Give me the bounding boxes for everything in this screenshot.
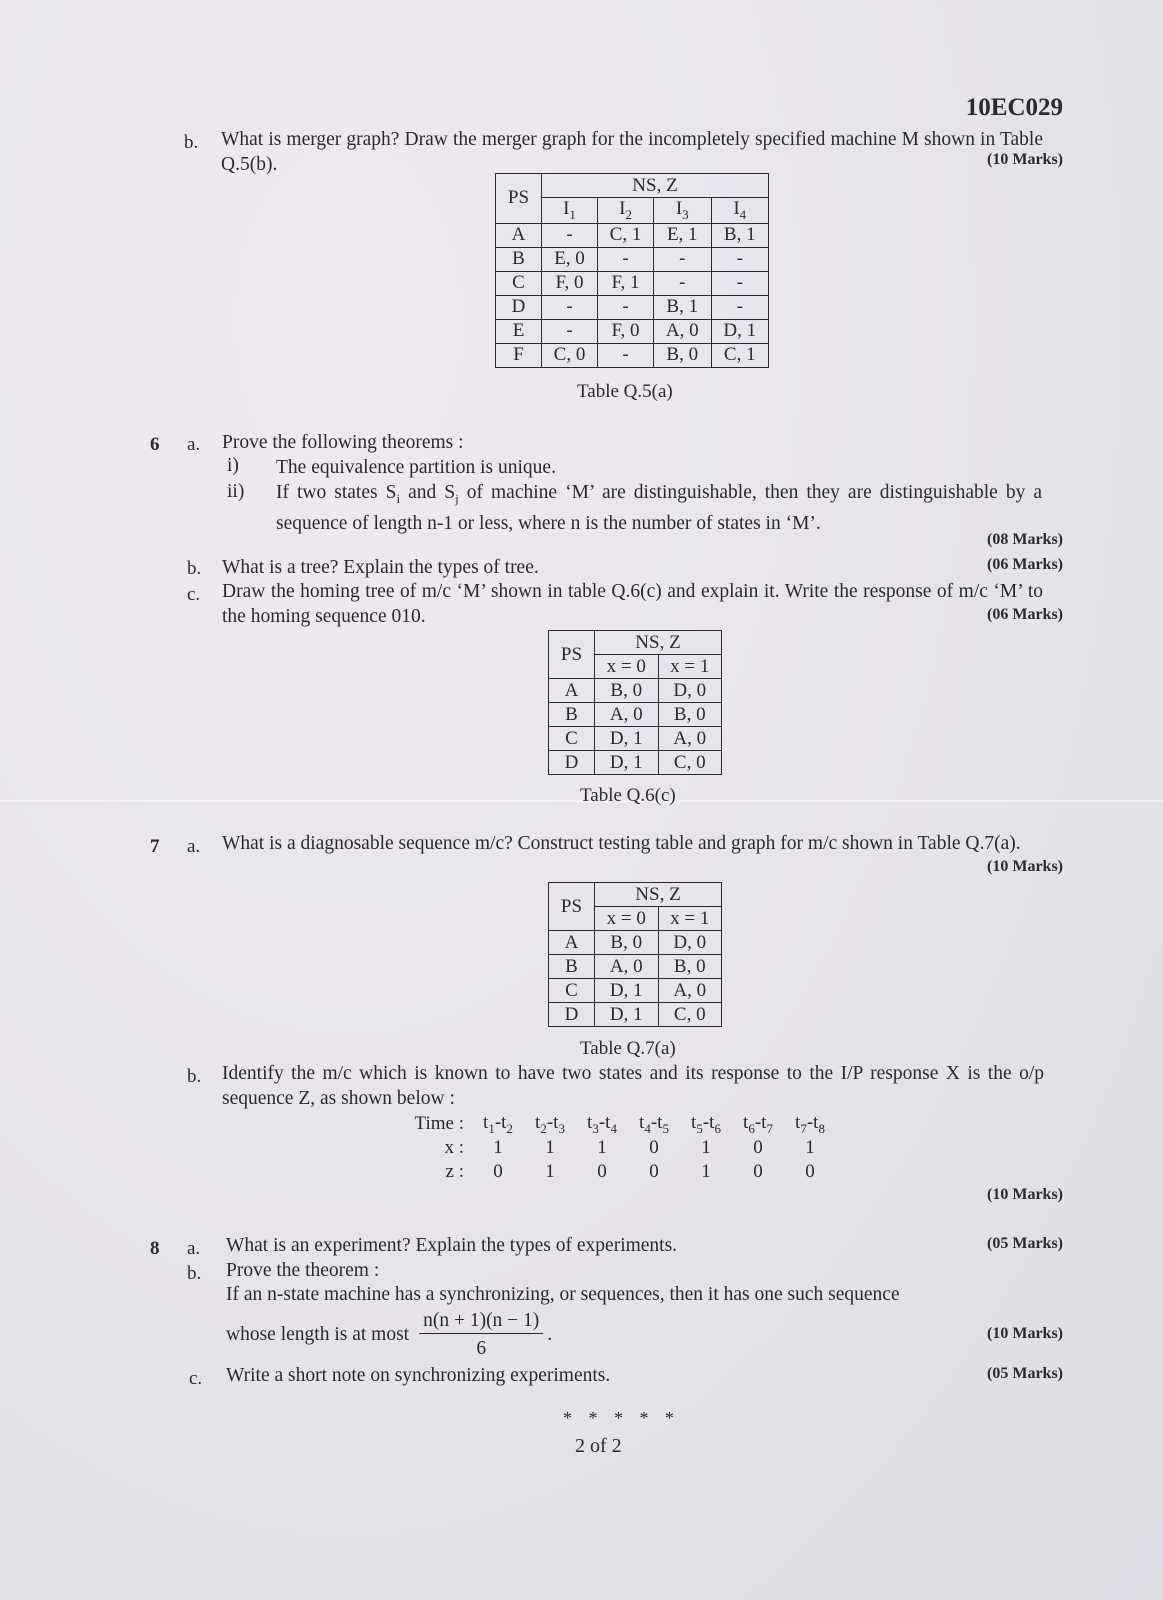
q8a-label: a. <box>187 1238 201 1259</box>
col-i1: $I_1$ <box>542 198 598 224</box>
z-row: z : 0 1 0 0 1 0 0 <box>445 1161 815 1182</box>
q6b-label: b. <box>187 558 202 579</box>
col-x0: x = 0 <box>595 655 659 679</box>
end-stars: * * * * * <box>563 1408 680 1428</box>
col-i4: $I_4$ <box>711 198 769 224</box>
q6a-marks: (08 Marks) <box>987 531 1063 548</box>
q6b-marks: (06 Marks) <box>987 556 1063 573</box>
q8c-text: Write a short note on synchronizing experiments. <box>226 1365 611 1386</box>
ns-z-header: NS, Z <box>595 883 722 907</box>
ns-z-header: NS, Z <box>595 631 722 655</box>
table-row: C D, 1 A, 0 <box>549 727 722 751</box>
col-i3: $I_3$ <box>654 198 711 224</box>
q8b-label: b. <box>187 1263 202 1284</box>
table-row: C F, 0 F, 1 - - <box>496 271 769 295</box>
table-q6c <box>548 630 722 775</box>
q7a-label: a. <box>187 836 201 857</box>
q8c-marks: (05 Marks) <box>987 1365 1063 1382</box>
paper-code: 10EC029 <box>965 94 1063 121</box>
col-x1: x = 1 <box>658 655 722 679</box>
table-row: D - - B, 1 - <box>496 295 769 319</box>
q8b-marks: (10 Marks) <box>987 1325 1063 1342</box>
table-row: A B, 0 D, 0 <box>549 931 722 955</box>
q5b-marks: (10 Marks) <box>987 151 1063 168</box>
q6a-i-text: The equivalence partition is unique. <box>276 457 556 478</box>
table-row: D D, 1 C, 0 <box>549 1003 722 1027</box>
q8c-label: c. <box>189 1368 203 1389</box>
q6-number: 6 <box>150 434 160 455</box>
io-sequence <box>390 1112 836 1184</box>
x-row: x : 1 1 1 0 1 0 1 <box>444 1137 815 1158</box>
bound-fraction: $\frac{n(n + 1)(n - 1)}{6}$ <box>419 1308 543 1361</box>
q6a-ii-text: If two states $S_i$ and $S_j$ of machine ‘M’ are distinguishable, then they are distinguishable by a sequence of length n-1 or less, where n is the number of states in ‘M’. <box>276 482 1043 534</box>
table-row: B E, 0 - - - <box>496 247 769 271</box>
q6a-label: a. <box>187 434 201 455</box>
table-row: C D, 1 A, 0 <box>549 979 722 1003</box>
q7b-text: Identify the m/c which is known to have two states and its response to the I/P response X is the o/p sequence Z, as shown below : <box>222 1063 1044 1109</box>
table-row: A - C, 1 E, 1 B, 1 <box>496 223 769 247</box>
table-row: B A, 0 B, 0 <box>549 703 722 727</box>
caption-q7a: Table Q.7(a) <box>580 1038 676 1059</box>
ps-header: PS <box>549 883 595 931</box>
q7a-marks: (10 Marks) <box>987 858 1063 875</box>
q6c-text: Draw the homing tree of m/c ‘M’ shown in table Q.6(c) and explain it. Write the response of m/c ‘M’ to the homing sequence 010. <box>222 581 1043 627</box>
q6a-ii-label: ii) <box>227 481 245 502</box>
q6c-marks: (06 Marks) <box>987 606 1063 623</box>
ns-z-header: NS, Z <box>542 174 769 198</box>
ps-header: PS <box>496 174 542 224</box>
table-row: E - F, 0 A, 0 D, 1 <box>496 319 769 343</box>
caption-q5a: Table Q.5(a) <box>577 381 673 402</box>
table-q5a <box>495 173 769 368</box>
table-q7a <box>548 882 722 1027</box>
ps-header: PS <box>549 631 595 679</box>
table-row: D D, 1 C, 0 <box>549 751 722 775</box>
q7b-marks: (10 Marks) <box>987 1186 1063 1203</box>
q7a-text: What is a diagnosable sequence m/c? Construct testing table and graph for m/c shown in Table Q.7(a). <box>222 833 1021 854</box>
q6a-text: Prove the following theorems : <box>222 432 464 453</box>
caption-q6c: Table Q.6(c) <box>580 785 676 806</box>
q8b-text: Prove the theorem : <box>226 1260 380 1281</box>
table-row: F C, 0 - B, 0 C, 1 <box>496 343 769 367</box>
table-row: A B, 0 D, 0 <box>549 679 722 703</box>
time-row: Time : $t_1-t_2$ $t_2-t_3$ $t_3-t_4$ $t_4-t_5$ $t_5-t_6$ $t_6-t_7$ $t_7-t_8$ <box>414 1111 825 1136</box>
q6c-label: c. <box>187 584 201 605</box>
q5b-label: b. <box>184 132 199 153</box>
q5b-text: What is merger graph? Draw the merger graph for the incompletely specified machine M shown in Table Q.5(b). <box>221 129 1043 175</box>
col-i2: $I_2$ <box>598 198 654 224</box>
q8b-theorem: If an n-state machine has a synchronizing, or sequences, then it has one such sequence <box>226 1284 900 1305</box>
table-row: B A, 0 B, 0 <box>549 955 722 979</box>
col-x0: x = 0 <box>595 907 659 931</box>
q8b-bound: whose length is at most $\frac{n(n + 1)(n - 1)}{6}$ . <box>226 1310 553 1359</box>
page-number: 2 of 2 <box>575 1435 622 1457</box>
q8a-marks: (05 Marks) <box>987 1235 1063 1252</box>
q7b-label: b. <box>187 1066 202 1087</box>
q6b-text: What is a tree? Explain the types of tree. <box>222 557 539 578</box>
q8-number: 8 <box>150 1238 160 1259</box>
q6a-i-label: i) <box>227 455 239 476</box>
q8a-text: What is an experiment? Explain the types of experiments. <box>226 1235 678 1256</box>
q7-number: 7 <box>150 836 160 857</box>
col-x1: x = 1 <box>658 907 722 931</box>
